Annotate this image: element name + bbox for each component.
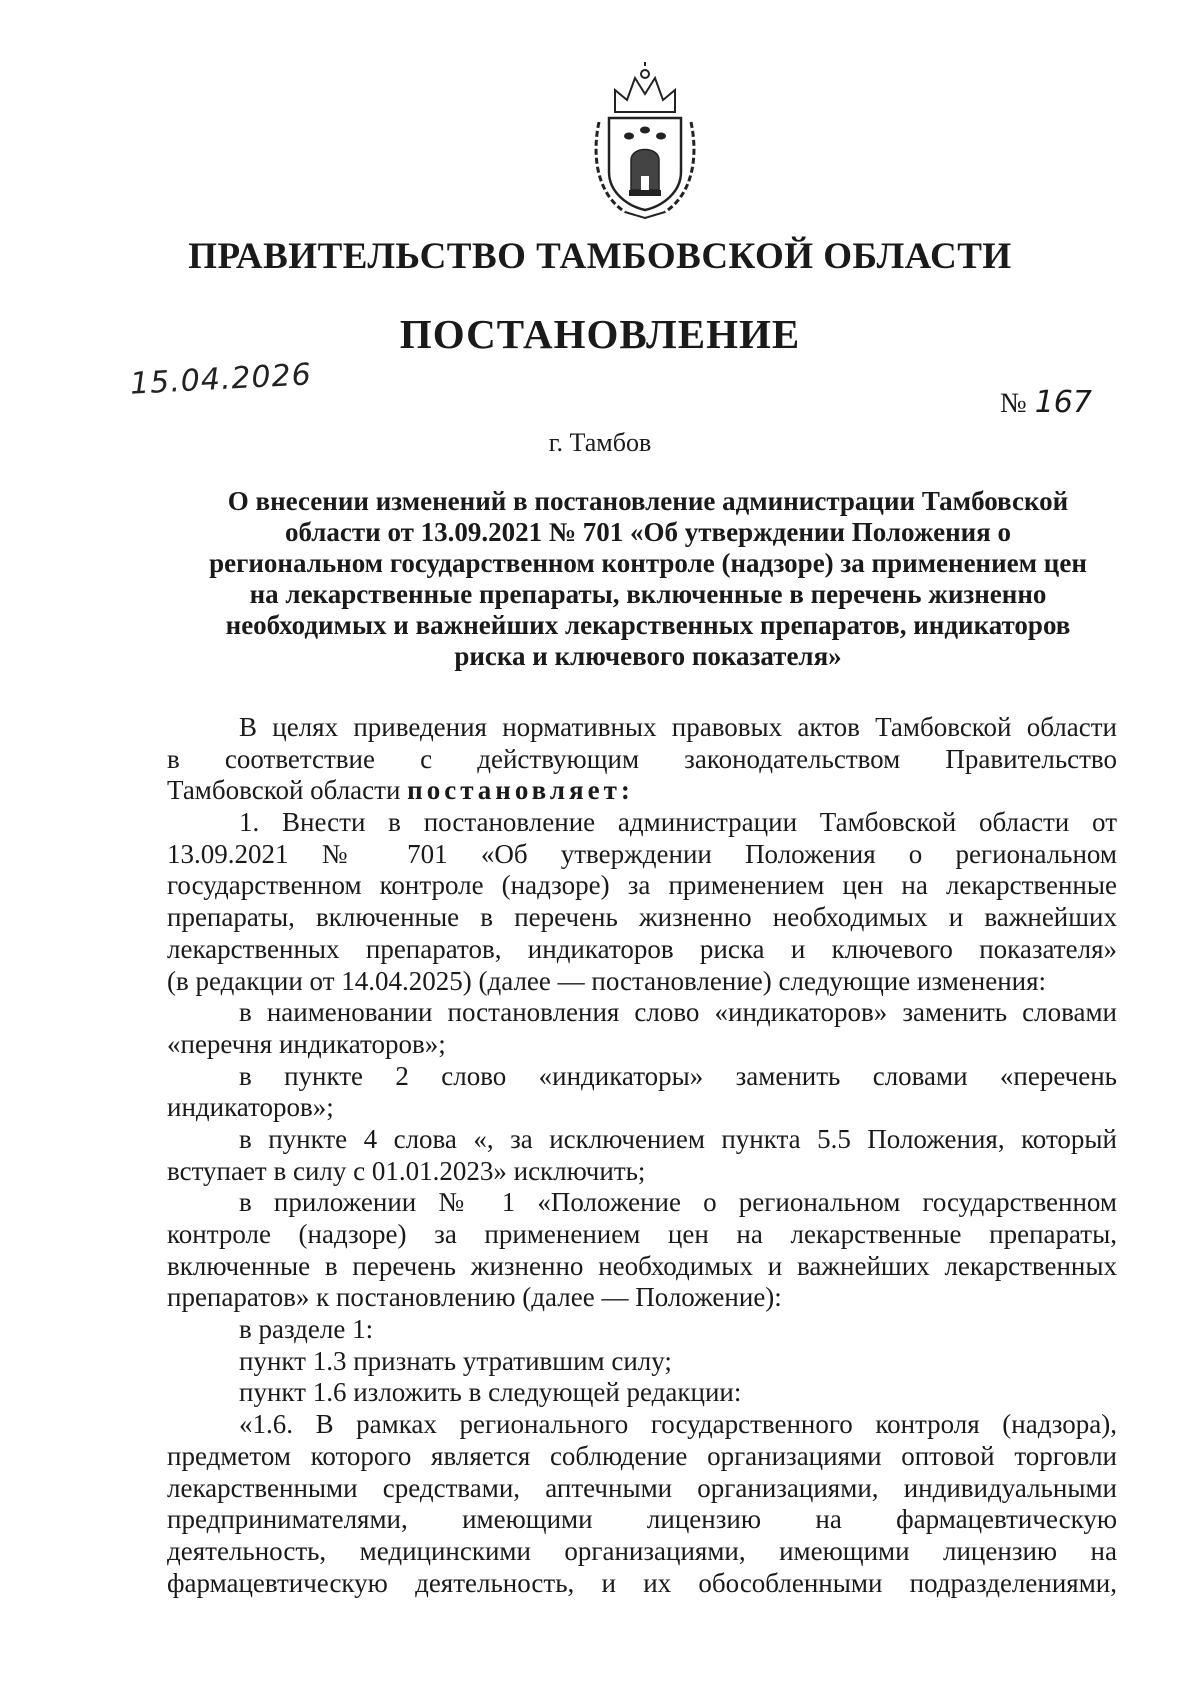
- handwritten-number: 167: [1034, 385, 1092, 420]
- title-line: необходимых и важнейших лекарственных препаратов, индикаторов: [225, 610, 1071, 640]
- handwritten-date: 15.04.2026: [129, 357, 313, 402]
- document-number: [1000, 385, 1092, 420]
- body-line: вступает в силу с 01.01.2023» исключить;: [167, 1155, 646, 1186]
- body-line: предпринимателями, имеющими лицензию на фармацевтическую: [167, 1504, 1117, 1535]
- body-line: В целях приведения нормативных правовых актов Тамбовской области: [239, 712, 1117, 742]
- body-line: [167, 775, 1117, 807]
- body-line: в приложении № 1 «Положение о региональном государственном: [239, 1187, 1117, 1218]
- coat-of-arms-icon: [585, 60, 705, 220]
- body-line: в разделе 1:: [239, 1314, 374, 1345]
- city: г. Тамбов: [548, 428, 652, 457]
- body-line: (в редакции от 14.04.2025) (далее — постановление) следующие изменения:: [167, 965, 1047, 996]
- government-name: ПРАВИТЕЛЬСТВО ТАМБОВСКОЙ ОБЛАСТИ: [188, 236, 1012, 277]
- title-line: О внесении изменений в постановление администрации Тамбовской: [227, 486, 1069, 516]
- title-line: области от 13.09.2021 № 701 «Об утверждении Положения о: [284, 517, 1012, 547]
- body-text: Тамбовской области: [167, 775, 408, 806]
- body-line: предметом которого является соблюдение организациями оптовой торговли: [167, 1440, 1117, 1471]
- document-body: [167, 712, 1117, 1599]
- number-label: №: [1000, 388, 1027, 419]
- body-line: препараты, включенные в перечень жизненно необходимых и важнейших: [167, 902, 1117, 933]
- body-line: в пункте 2 слово «индикаторы» заменить словами «перечень: [239, 1060, 1117, 1091]
- body-line: индикаторов»;: [167, 1092, 334, 1123]
- body-line: 1. Внести в постановление администрации Тамбовской области от: [239, 807, 1117, 838]
- body-line: 13.09.2021 № 701 «Об утверждении Положения о региональном: [167, 838, 1117, 869]
- body-line: деятельность, медицинскими организациями, имеющими лицензию на: [167, 1535, 1117, 1566]
- document-title: [168, 486, 1128, 672]
- body-line: в пункте 4 слова «, за исключением пункта 5.5 Положения, который: [239, 1123, 1117, 1154]
- body-line: лекарственных препаратов, индикаторов риска и ключевого показателя»: [167, 933, 1117, 964]
- body-line: фармацевтическую деятельность, и их обособленными подразделениями,: [167, 1567, 1117, 1598]
- body-line: лекарственными средствами, аптечными организациями, индивидуальными: [167, 1472, 1117, 1503]
- body-line: пункт 1.6 изложить в следующей редакции:: [239, 1377, 742, 1408]
- resolves-keyword: постановляет:: [407, 775, 634, 806]
- body-line: контроле (надзоре) за применением цен на лекарственные препараты,: [167, 1219, 1117, 1249]
- body-line: в наименовании постановления слово «индикаторов» заменить словами: [239, 997, 1117, 1028]
- body-line: включенные в перечень жизненно необходимых и важнейших лекарственных: [167, 1250, 1117, 1281]
- document-type: ПОСТАНОВЛЕНИЕ: [399, 311, 801, 357]
- title-line: риска и ключевого показателя»: [454, 641, 842, 671]
- title-line: региональном государственном контроле (надзоре) за применением цен: [209, 548, 1087, 578]
- title-line: на лекарственные препараты, включенные в перечень жизненно: [249, 579, 1047, 609]
- body-line: «перечня индикаторов»;: [167, 1028, 446, 1059]
- body-line: государственном контроле (надзоре) за применением цен на лекарственные: [167, 870, 1117, 901]
- body-line: в соответствие с действующим законодательством Правительство: [167, 743, 1117, 774]
- body-line: препаратов» к постановлению (далее — Положение):: [167, 1282, 782, 1313]
- body-line: «1.6. В рамках регионального государственного контроля (надзора),: [239, 1409, 1117, 1440]
- body-line: пункт 1.3 признать утратившим силу;: [239, 1345, 672, 1376]
